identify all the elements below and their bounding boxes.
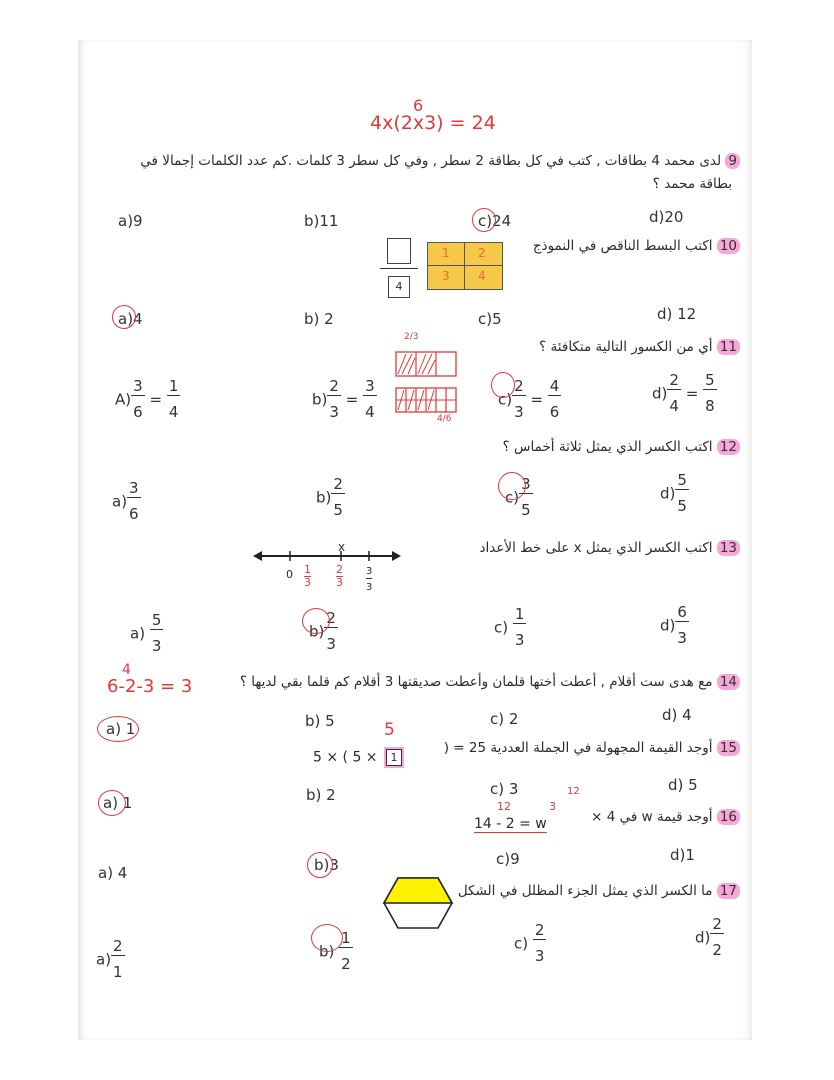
q15-text: أوجد القيمة المجهولة في الجملة العددية 25 = ( xyxy=(443,740,713,756)
q10-grid-2: 2 xyxy=(478,246,486,260)
q10-fraction-bar xyxy=(380,268,418,269)
q15-option-a[interactable]: a) 1 xyxy=(103,794,133,812)
q16-answer-circle xyxy=(307,852,333,878)
q10-option-d[interactable]: d) 12 xyxy=(657,305,697,323)
q11-text: أي من الكسور التالية متكافئة ؟ xyxy=(539,339,713,355)
q17-question xyxy=(458,883,740,899)
q17-text: ما الكسر الذي يمثل الجزء المظلل في الشكل xyxy=(457,883,713,899)
q9-answer-circle xyxy=(472,208,496,232)
q16-number: 16 xyxy=(717,809,740,825)
q12-question xyxy=(503,439,740,455)
q13-number-line xyxy=(253,546,403,566)
q9-line2: بطاقة محمد ؟ xyxy=(652,176,732,192)
q15-number: 15 xyxy=(717,740,740,756)
q10-option-a[interactable]: a)4 xyxy=(118,310,143,328)
q9-option-c[interactable]: c)24 xyxy=(478,212,512,230)
q13-option-c[interactable]: c) $\frac{1}{3}$ xyxy=(494,605,525,650)
q17-option-c[interactable]: c) $\frac{2}{3}$ xyxy=(514,921,545,966)
q13-option-a[interactable]: a) $\frac{5}{3}$ xyxy=(130,611,162,656)
q13-question xyxy=(479,540,740,556)
q10-grid-3: 3 xyxy=(442,269,450,283)
q14-number: 14 xyxy=(717,674,740,690)
q9-option-d[interactable]: d)20 xyxy=(649,208,684,226)
q14-question xyxy=(240,674,740,690)
q13-answer-circle xyxy=(302,608,330,634)
q9-number: 9 xyxy=(725,153,740,169)
q11-question xyxy=(539,339,740,355)
q15-option-b[interactable]: b) 2 xyxy=(306,786,336,804)
q9-option-b[interactable]: b)11 xyxy=(304,212,339,230)
q17-hexagon-shape xyxy=(382,876,454,930)
q14-option-c[interactable]: c) 2 xyxy=(490,710,519,728)
q14-work: 6-2-3 = 3 xyxy=(107,676,193,697)
q10-answer-circle xyxy=(112,305,136,329)
q13-text: اكتب الكسر الذي يمثل x على خط الأعداد xyxy=(479,540,713,556)
q9-question xyxy=(140,153,740,169)
q10-question xyxy=(533,238,740,254)
q9-option-a[interactable]: a)9 xyxy=(118,212,143,230)
q17-option-a[interactable]: a) $\frac{2}{1}$ xyxy=(96,937,123,982)
q12-option-d[interactable]: d) $\frac{5}{5}$ xyxy=(660,471,687,516)
q11-option-b[interactable]: b) $\frac{2}{3}$ = $\frac{3}{4}$ xyxy=(312,377,375,422)
q15-answer-circle xyxy=(98,790,126,816)
q13-option-b[interactable]: b) $\frac{2}{3}$ xyxy=(309,609,336,654)
q16-option-c[interactable]: c)9 xyxy=(496,850,520,868)
q10-option-c[interactable]: c)5 xyxy=(478,310,502,328)
q16-work-c: 12 xyxy=(567,786,580,797)
q10-grid-4: 4 xyxy=(478,269,486,283)
q11-sketch-top-label: 2/3 xyxy=(404,332,419,342)
q16-text: أوجد قيمة w في 4 × xyxy=(591,809,713,825)
q15-option-d[interactable]: d) 5 xyxy=(668,776,698,794)
q11-sketch-bottom-label: 4/6 xyxy=(437,414,452,424)
q15-work-top: 5 xyxy=(384,720,395,740)
q13-two-thirds-label: 2 3 xyxy=(336,563,343,589)
q16-option-b[interactable]: b)3 xyxy=(314,856,339,874)
q10-grid-1: 1 xyxy=(442,246,450,260)
q11-answer-circle xyxy=(491,372,515,398)
q15-unknown-box: 1 xyxy=(386,749,402,766)
q16-expression: 14 - 2 = w xyxy=(474,816,547,832)
q14-text: مع هدى ست أقلام , أعطت أختها قلمان وأعطت صديقتها 3 أقلام كم قلما بقي لديها ؟ xyxy=(239,674,713,690)
q16-option-d[interactable]: d)1 xyxy=(670,846,695,864)
q12-option-c[interactable]: c) $\frac{3}{5}$ xyxy=(505,475,531,520)
q14-option-d[interactable]: d) 4 xyxy=(662,706,692,724)
q15-question xyxy=(444,740,740,756)
q16-work-b: 3 xyxy=(549,800,556,813)
q12-text: اكتب الكسر الذي يمثل ثلاثة أخماس ؟ xyxy=(502,439,713,455)
q14-work-top: 4 xyxy=(122,662,131,678)
q13-three-thirds-label: 3 3 xyxy=(366,566,373,593)
q12-option-b[interactable]: b) $\frac{2}{5}$ xyxy=(316,475,343,520)
q11-option-d[interactable]: d) $\frac{2}{4}$ = $\frac{5}{8}$ xyxy=(652,371,715,416)
q13-zero-label: 0 xyxy=(286,568,293,581)
q11-number: 11 xyxy=(717,339,740,355)
q13-option-d[interactable]: d) $\frac{6}{3}$ xyxy=(660,603,687,648)
q9-work-top: 6 xyxy=(413,96,424,115)
q17-answer-circle xyxy=(311,924,343,952)
q17-number: 17 xyxy=(717,883,740,899)
q11-option-a[interactable]: A) $\frac{3}{6}$ = $\frac{1}{4}$ xyxy=(115,377,179,422)
q11-red-sketch xyxy=(392,350,462,430)
q14-option-a[interactable]: a) 1 xyxy=(106,720,136,738)
q12-number: 12 xyxy=(717,439,740,455)
q10-empty-numerator-box xyxy=(387,238,411,264)
q10-model-grid xyxy=(427,242,503,290)
q16-work-a: 12 xyxy=(497,800,511,813)
q12-option-a[interactable]: a) $\frac{3}{6}$ xyxy=(112,479,139,524)
q10-number: 10 xyxy=(717,238,740,254)
q13-point-x: x xyxy=(338,540,346,554)
q16-question xyxy=(591,809,740,825)
q17-option-b[interactable]: b) $\frac{1}{2}$ xyxy=(319,929,351,974)
q14-answer-circle xyxy=(97,716,139,742)
q14-option-b[interactable]: b) 5 xyxy=(305,712,335,730)
q12-answer-circle xyxy=(498,472,526,500)
q15-option-c[interactable]: c) 3 xyxy=(490,780,519,798)
q10-text: اكتب البسط الناقص في النموذج xyxy=(532,238,713,254)
q10-denominator-box: 4 xyxy=(388,276,410,298)
q13-number: 13 xyxy=(717,540,740,556)
q17-option-d[interactable]: d) $\frac{2}{2}$ xyxy=(695,915,722,960)
q15-expression: 5 × ( 5 × 1 xyxy=(313,749,402,766)
q9-work: 4x(2x3) = 24 xyxy=(370,112,496,134)
q13-one-third-label: 1 3 xyxy=(304,563,311,589)
q16-option-a[interactable]: a) 4 xyxy=(98,864,128,882)
q10-option-b[interactable]: b) 2 xyxy=(304,310,334,328)
q9-line1: لدى محمد 4 بطاقات , كتب في كل بطاقة 2 سطر , وفي كل سطر 3 كلمات .كم عدد الكلمات إجمالا في xyxy=(140,153,722,169)
q11-option-c[interactable]: c) $\frac{2}{3}$ = $\frac{4}{6}$ xyxy=(498,377,560,422)
